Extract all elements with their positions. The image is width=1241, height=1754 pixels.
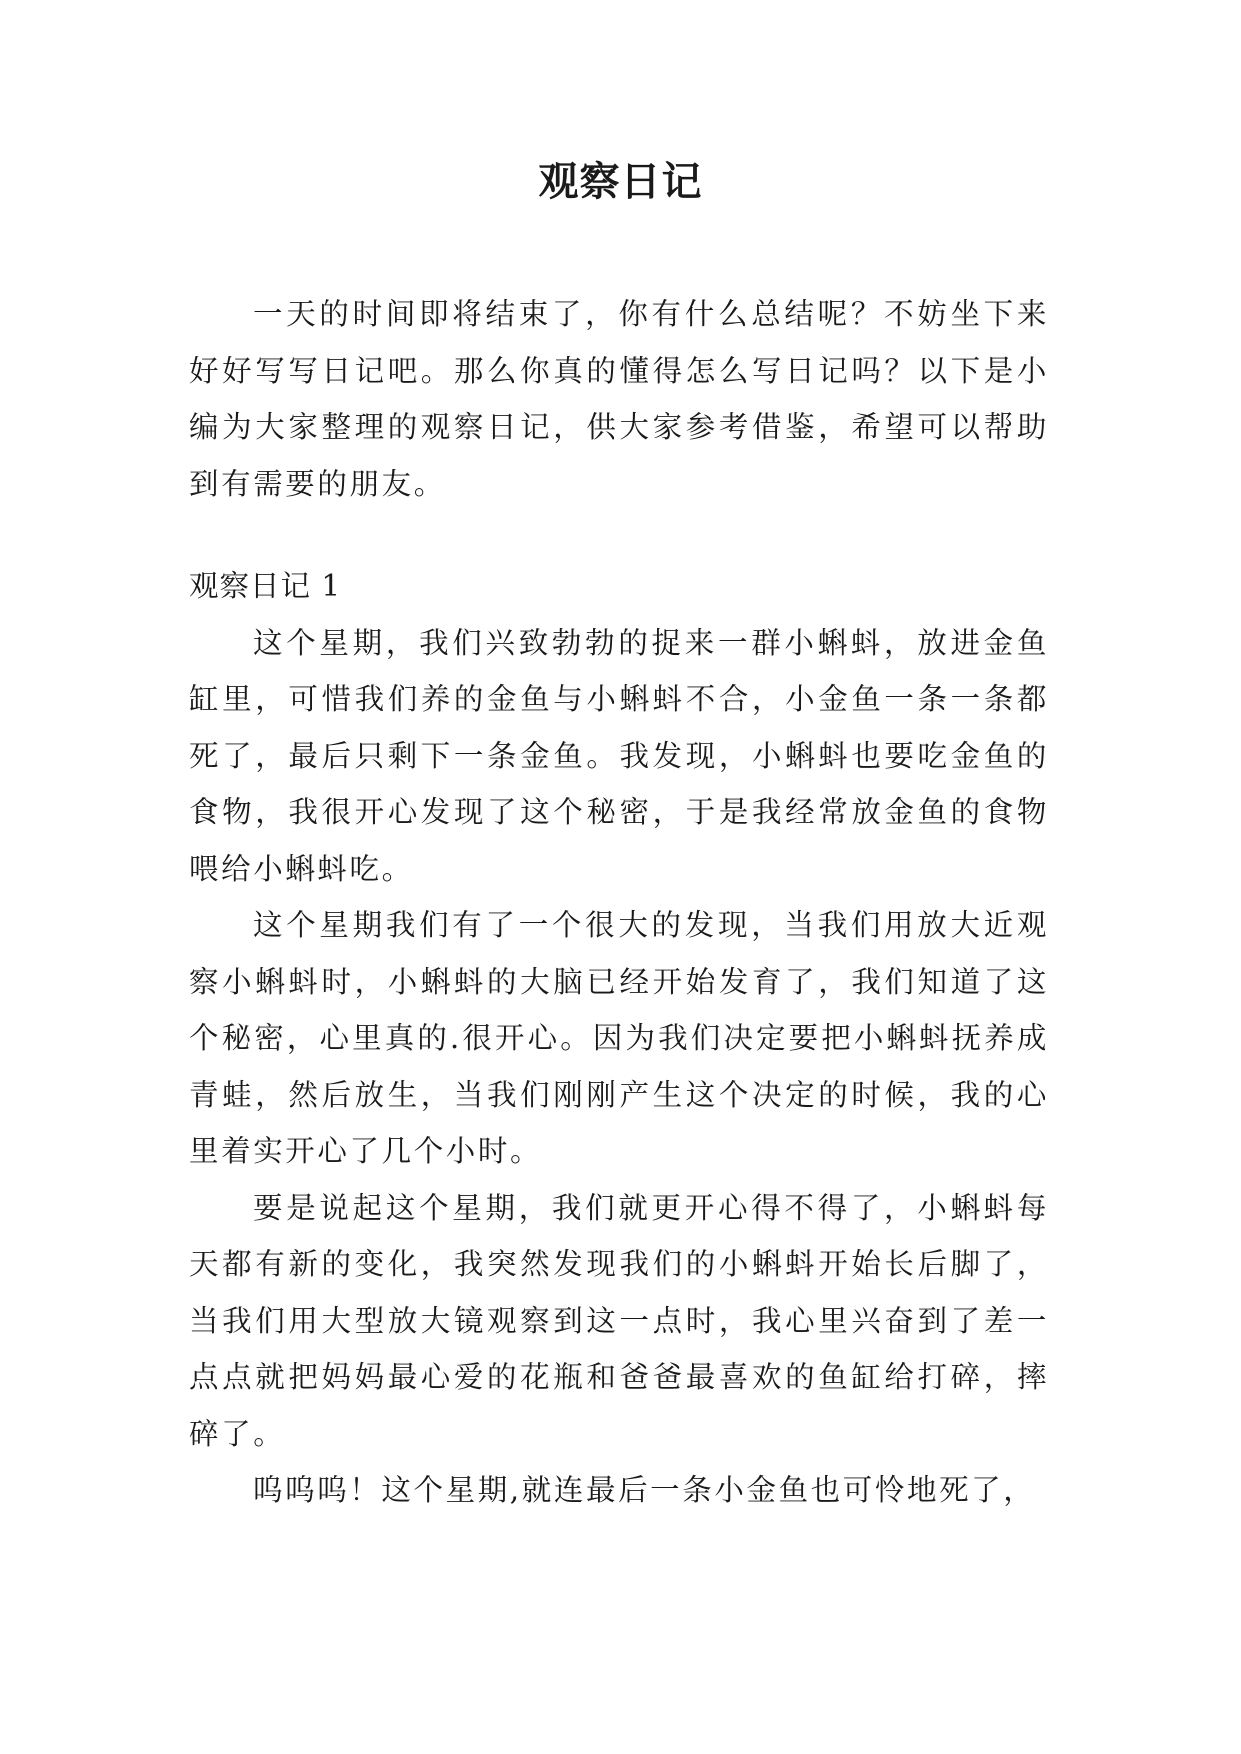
body-paragraph-4: 呜呜呜！这个星期,就连最后一条小金鱼也可怜地死了， <box>253 1473 1036 1507</box>
document-title: 观察日记 <box>538 159 703 205</box>
body-paragraph-1: 这个星期，我们兴致勃勃的捉来一群小蝌蚪，放进金鱼缸里，可惜我们养的金鱼与小蝌蚪不合，小金鱼一条一条都死了，最后只剩下一条金鱼。我发现，小蝌蚪也要吃金鱼的食物，我很开心发现了这个秘密，于是我经常放金鱼的食物喂给小蝌蚪吃。 <box>189 625 1049 886</box>
intro-paragraph: 一天的时间即将结束了，你有什么总结呢？不妨坐下来好好写写日记吧。那么你真的懂得怎么写日记吗？以下是小编为大家整理的观察日记，供大家参考借鉴，希望可以帮助到有需要的朋友。 <box>189 297 1049 501</box>
document-body <box>189 286 1049 1519</box>
section-heading: 观察日记 1 <box>189 569 342 603</box>
body-paragraph-3: 要是说起这个星期，我们就更开心得不得了，小蝌蚪每天都有新的变化，我突然发现我们的小蝌蚪开始长后脚了，当我们用大型放大镜观察到这一点时，我心里兴奋到了差一点点就把妈妈最心爱的花瓶和爸爸最喜欢的鱼缸给打碎，摔碎了。 <box>189 1190 1049 1451</box>
body-paragraph-2: 这个星期我们有了一个很大的发现，当我们用放大近观察小蝌蚪时，小蝌蚪的大脑已经开始发育了，我们知道了这个秘密，心里真的.很开心。因为我们决定要把小蝌蚪抚养成青蛙，然后放生，当我们刚刚产生这个决定的时候，我的心里着实开心了几个小时。 <box>189 908 1049 1168</box>
